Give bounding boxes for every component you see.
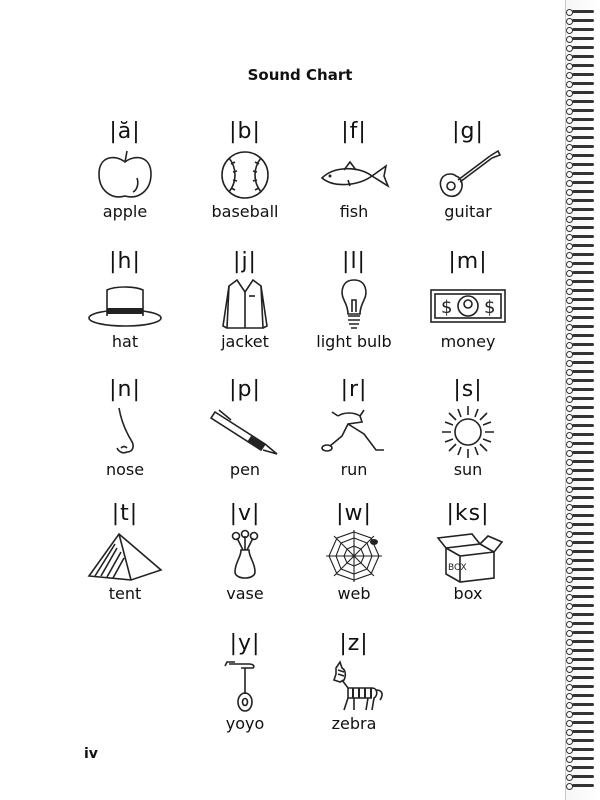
spiral-coil xyxy=(572,703,594,706)
spiral-coil xyxy=(572,46,594,49)
sound-symbol: |p| xyxy=(229,377,261,402)
sound-card-zebra xyxy=(304,630,404,734)
spiral-coil xyxy=(572,766,594,769)
spiral-coil xyxy=(572,217,594,220)
spiral-coil xyxy=(572,244,594,247)
sound-card-box xyxy=(418,500,518,604)
sound-card-apple xyxy=(75,118,175,222)
spiral-coil xyxy=(572,604,594,607)
sound-symbol: |j| xyxy=(233,249,257,274)
money-icon xyxy=(428,278,508,330)
spiral-coil xyxy=(572,406,594,409)
spiral-coil xyxy=(572,775,594,778)
zebra-icon xyxy=(314,660,394,712)
spiral-coil xyxy=(572,370,594,373)
sound-symbol: |ks| xyxy=(446,501,490,526)
spiral-coil xyxy=(572,676,594,679)
spiral-coil xyxy=(572,541,594,544)
spiral-coil xyxy=(572,361,594,364)
spiral-coil xyxy=(572,523,594,526)
spiral-coil xyxy=(572,640,594,643)
sound-symbol: |y| xyxy=(229,631,261,656)
sound-card-web xyxy=(304,500,404,604)
word-label: baseball xyxy=(211,202,279,221)
spiral-coil xyxy=(572,19,594,22)
yoyo-icon xyxy=(205,660,285,712)
spiral-coil xyxy=(572,100,594,103)
spiral-coil xyxy=(572,532,594,535)
word-label: hat xyxy=(111,332,139,351)
spiral-coil xyxy=(572,784,594,787)
sound-card-jacket xyxy=(195,248,295,352)
sound-card-pen xyxy=(195,376,295,480)
spiral-coil xyxy=(572,271,594,274)
word-label: light bulb xyxy=(316,332,392,351)
spiral-coil xyxy=(572,478,594,481)
spiral-coil xyxy=(572,694,594,697)
spiral-coil xyxy=(572,235,594,238)
word-label: money xyxy=(440,332,496,351)
sound-card-nose xyxy=(75,376,175,480)
sound-symbol: |f| xyxy=(341,119,367,144)
spiral-coil xyxy=(572,10,594,13)
spiral-coil xyxy=(572,757,594,760)
spiral-coil xyxy=(572,109,594,112)
sound-card-light-bulb xyxy=(304,248,404,352)
spiral-coil xyxy=(572,154,594,157)
nose-icon xyxy=(85,406,165,458)
guitar-icon xyxy=(428,148,508,200)
sound-symbol: |r| xyxy=(340,377,368,402)
spiral-coil xyxy=(572,28,594,31)
sound-card-run xyxy=(304,376,404,480)
sound-symbol: |m| xyxy=(448,249,488,274)
sound-symbol: |s| xyxy=(453,377,483,402)
spiral-coil xyxy=(572,289,594,292)
sound-card-tent xyxy=(75,500,175,604)
spiral-coil xyxy=(572,559,594,562)
jacket-icon xyxy=(205,278,285,330)
spiral-coil xyxy=(572,460,594,463)
page-title: Sound Chart xyxy=(247,66,353,84)
sound-symbol: |w| xyxy=(336,501,372,526)
spiral-coil xyxy=(572,172,594,175)
box-label-text: BOX xyxy=(448,563,467,573)
spiral-coil xyxy=(572,424,594,427)
word-label: guitar xyxy=(444,202,492,221)
word-label: sun xyxy=(453,460,483,479)
spiral-coil xyxy=(572,514,594,517)
spiral-coil xyxy=(572,163,594,166)
spiral-coil xyxy=(572,712,594,715)
spiral-coil xyxy=(572,550,594,553)
vase-icon xyxy=(205,530,285,582)
spiral-coil xyxy=(572,613,594,616)
spiral-coil xyxy=(572,118,594,121)
spiral-coil xyxy=(572,658,594,661)
spiral-coil xyxy=(572,568,594,571)
word-label: zebra xyxy=(331,714,377,733)
spiral-coil xyxy=(572,181,594,184)
spiral-coil xyxy=(572,631,594,634)
sound-symbol: |ă| xyxy=(109,119,141,144)
spiral-coil xyxy=(572,298,594,301)
sun-icon xyxy=(428,406,508,458)
word-label: jacket xyxy=(221,332,269,351)
spiral-coil xyxy=(572,730,594,733)
word-label: fish xyxy=(339,202,369,221)
spiral-coil xyxy=(572,334,594,337)
spiral-coil xyxy=(572,388,594,391)
light-bulb-icon xyxy=(314,278,394,330)
word-label: yoyo xyxy=(225,714,265,733)
pen-icon xyxy=(205,406,285,458)
spiral-coil xyxy=(572,505,594,508)
spiral-coil xyxy=(572,145,594,148)
svg-text:$: $ xyxy=(484,297,496,318)
svg-text:$: $ xyxy=(441,297,453,318)
baseball-icon xyxy=(205,148,285,200)
word-label: apple xyxy=(102,202,148,221)
spiral-coil xyxy=(572,325,594,328)
sound-symbol: |h| xyxy=(109,249,141,274)
word-label: run xyxy=(340,460,368,479)
sound-card-baseball xyxy=(195,118,295,222)
spiral-coil xyxy=(572,649,594,652)
spiral-coil xyxy=(572,55,594,58)
word-label: tent xyxy=(108,584,142,603)
sound-card-hat xyxy=(75,248,175,352)
sound-symbol: |z| xyxy=(339,631,369,656)
spiral-coil xyxy=(572,262,594,265)
sound-card-money xyxy=(418,248,518,352)
sound-card-fish xyxy=(304,118,404,222)
spiral-coil xyxy=(572,622,594,625)
spiral-coil xyxy=(572,586,594,589)
word-label: vase xyxy=(226,584,264,603)
spiral-coil xyxy=(572,307,594,310)
spiral-coil xyxy=(572,208,594,211)
spiral-coil xyxy=(572,136,594,139)
spiral-coil xyxy=(572,199,594,202)
spiral-coil xyxy=(572,280,594,283)
tent-icon xyxy=(85,530,165,582)
sound-symbol: |n| xyxy=(109,377,141,402)
spiral-coil xyxy=(572,343,594,346)
spiral-coil xyxy=(572,667,594,670)
word-label: nose xyxy=(105,460,145,479)
box-icon xyxy=(428,530,508,582)
word-label: pen xyxy=(229,460,261,479)
sound-card-sun xyxy=(418,376,518,480)
word-label: box xyxy=(453,584,483,603)
spiral-coil xyxy=(572,253,594,256)
sound-symbol: |b| xyxy=(229,119,261,144)
spiral-coil xyxy=(572,721,594,724)
fish-icon xyxy=(314,148,394,200)
spiral-coil xyxy=(572,316,594,319)
spiral-coil xyxy=(572,739,594,742)
sound-symbol: |v| xyxy=(229,501,261,526)
hat-icon xyxy=(85,278,165,330)
spiral-coil xyxy=(572,685,594,688)
spiral-coil xyxy=(572,433,594,436)
web-icon xyxy=(314,530,394,582)
spiral-binding xyxy=(565,0,600,800)
spiral-coil xyxy=(572,577,594,580)
sound-card-vase xyxy=(195,500,295,604)
spiral-coil xyxy=(572,127,594,130)
sound-symbol: |l| xyxy=(342,249,366,274)
sound-card-yoyo xyxy=(195,630,295,734)
run-icon xyxy=(314,406,394,458)
spiral-coil xyxy=(572,352,594,355)
spiral-coil xyxy=(572,37,594,40)
spiral-coil xyxy=(572,451,594,454)
spiral-coil xyxy=(572,190,594,193)
sound-symbol: |g| xyxy=(452,119,484,144)
spiral-coil xyxy=(572,442,594,445)
sound-card-guitar xyxy=(418,118,518,222)
apple-icon xyxy=(85,148,165,200)
spiral-coil xyxy=(572,415,594,418)
spiral-coil xyxy=(572,748,594,751)
spiral-coil xyxy=(572,226,594,229)
spiral-coil xyxy=(572,397,594,400)
spiral-coil xyxy=(572,469,594,472)
sound-symbol: |t| xyxy=(111,501,139,526)
spiral-coil xyxy=(572,595,594,598)
spiral-coil xyxy=(572,487,594,490)
spiral-coil xyxy=(572,91,594,94)
spiral-coil xyxy=(572,379,594,382)
spiral-coil xyxy=(572,496,594,499)
word-label: web xyxy=(337,584,371,603)
page-number: iv xyxy=(84,746,98,762)
